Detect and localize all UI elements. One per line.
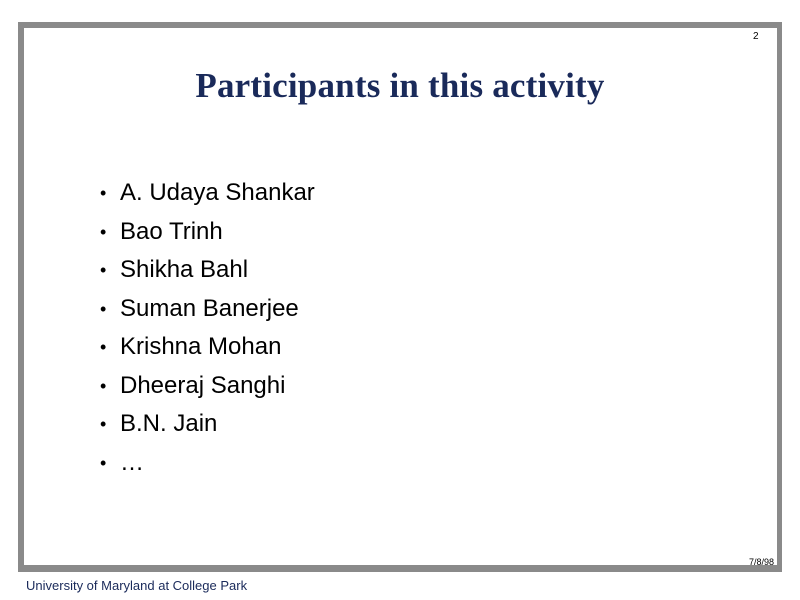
bullet-icon: • bbox=[100, 337, 107, 357]
list-item bbox=[100, 213, 315, 252]
participant-name: Dheeraj Sanghi bbox=[120, 371, 286, 399]
bullet-icon: • bbox=[100, 183, 107, 203]
slide-title: Participants in this activity bbox=[195, 66, 605, 105]
participant-name: Shikha Bahl bbox=[120, 256, 249, 283]
list-item bbox=[100, 367, 315, 406]
date-stamp: 7/8/98 bbox=[749, 557, 775, 567]
footer-text: University of Maryland at College Park bbox=[26, 578, 248, 593]
bullet-icon: • bbox=[100, 260, 107, 280]
participant-name: A. Udaya Shankar bbox=[120, 179, 315, 206]
list-item bbox=[100, 444, 315, 483]
participant-name: Krishna Mohan bbox=[120, 333, 282, 360]
bullet-icon: • bbox=[100, 375, 107, 396]
list-item bbox=[100, 174, 315, 213]
list-item bbox=[100, 405, 315, 444]
participant-list bbox=[100, 174, 315, 482]
list-item bbox=[100, 251, 315, 290]
participant-name: … bbox=[120, 448, 144, 476]
bullet-icon: • bbox=[100, 221, 107, 242]
participant-name: Suman Banerjee bbox=[120, 294, 299, 322]
list-item bbox=[100, 290, 315, 329]
page-number: 2 bbox=[753, 31, 759, 42]
bullet-icon: • bbox=[100, 452, 107, 473]
bullet-icon: • bbox=[100, 298, 107, 319]
participant-name: B.N. Jain bbox=[120, 410, 218, 437]
participant-name: Bao Trinh bbox=[120, 217, 223, 245]
list-item bbox=[100, 328, 315, 367]
bullet-icon: • bbox=[100, 414, 107, 434]
